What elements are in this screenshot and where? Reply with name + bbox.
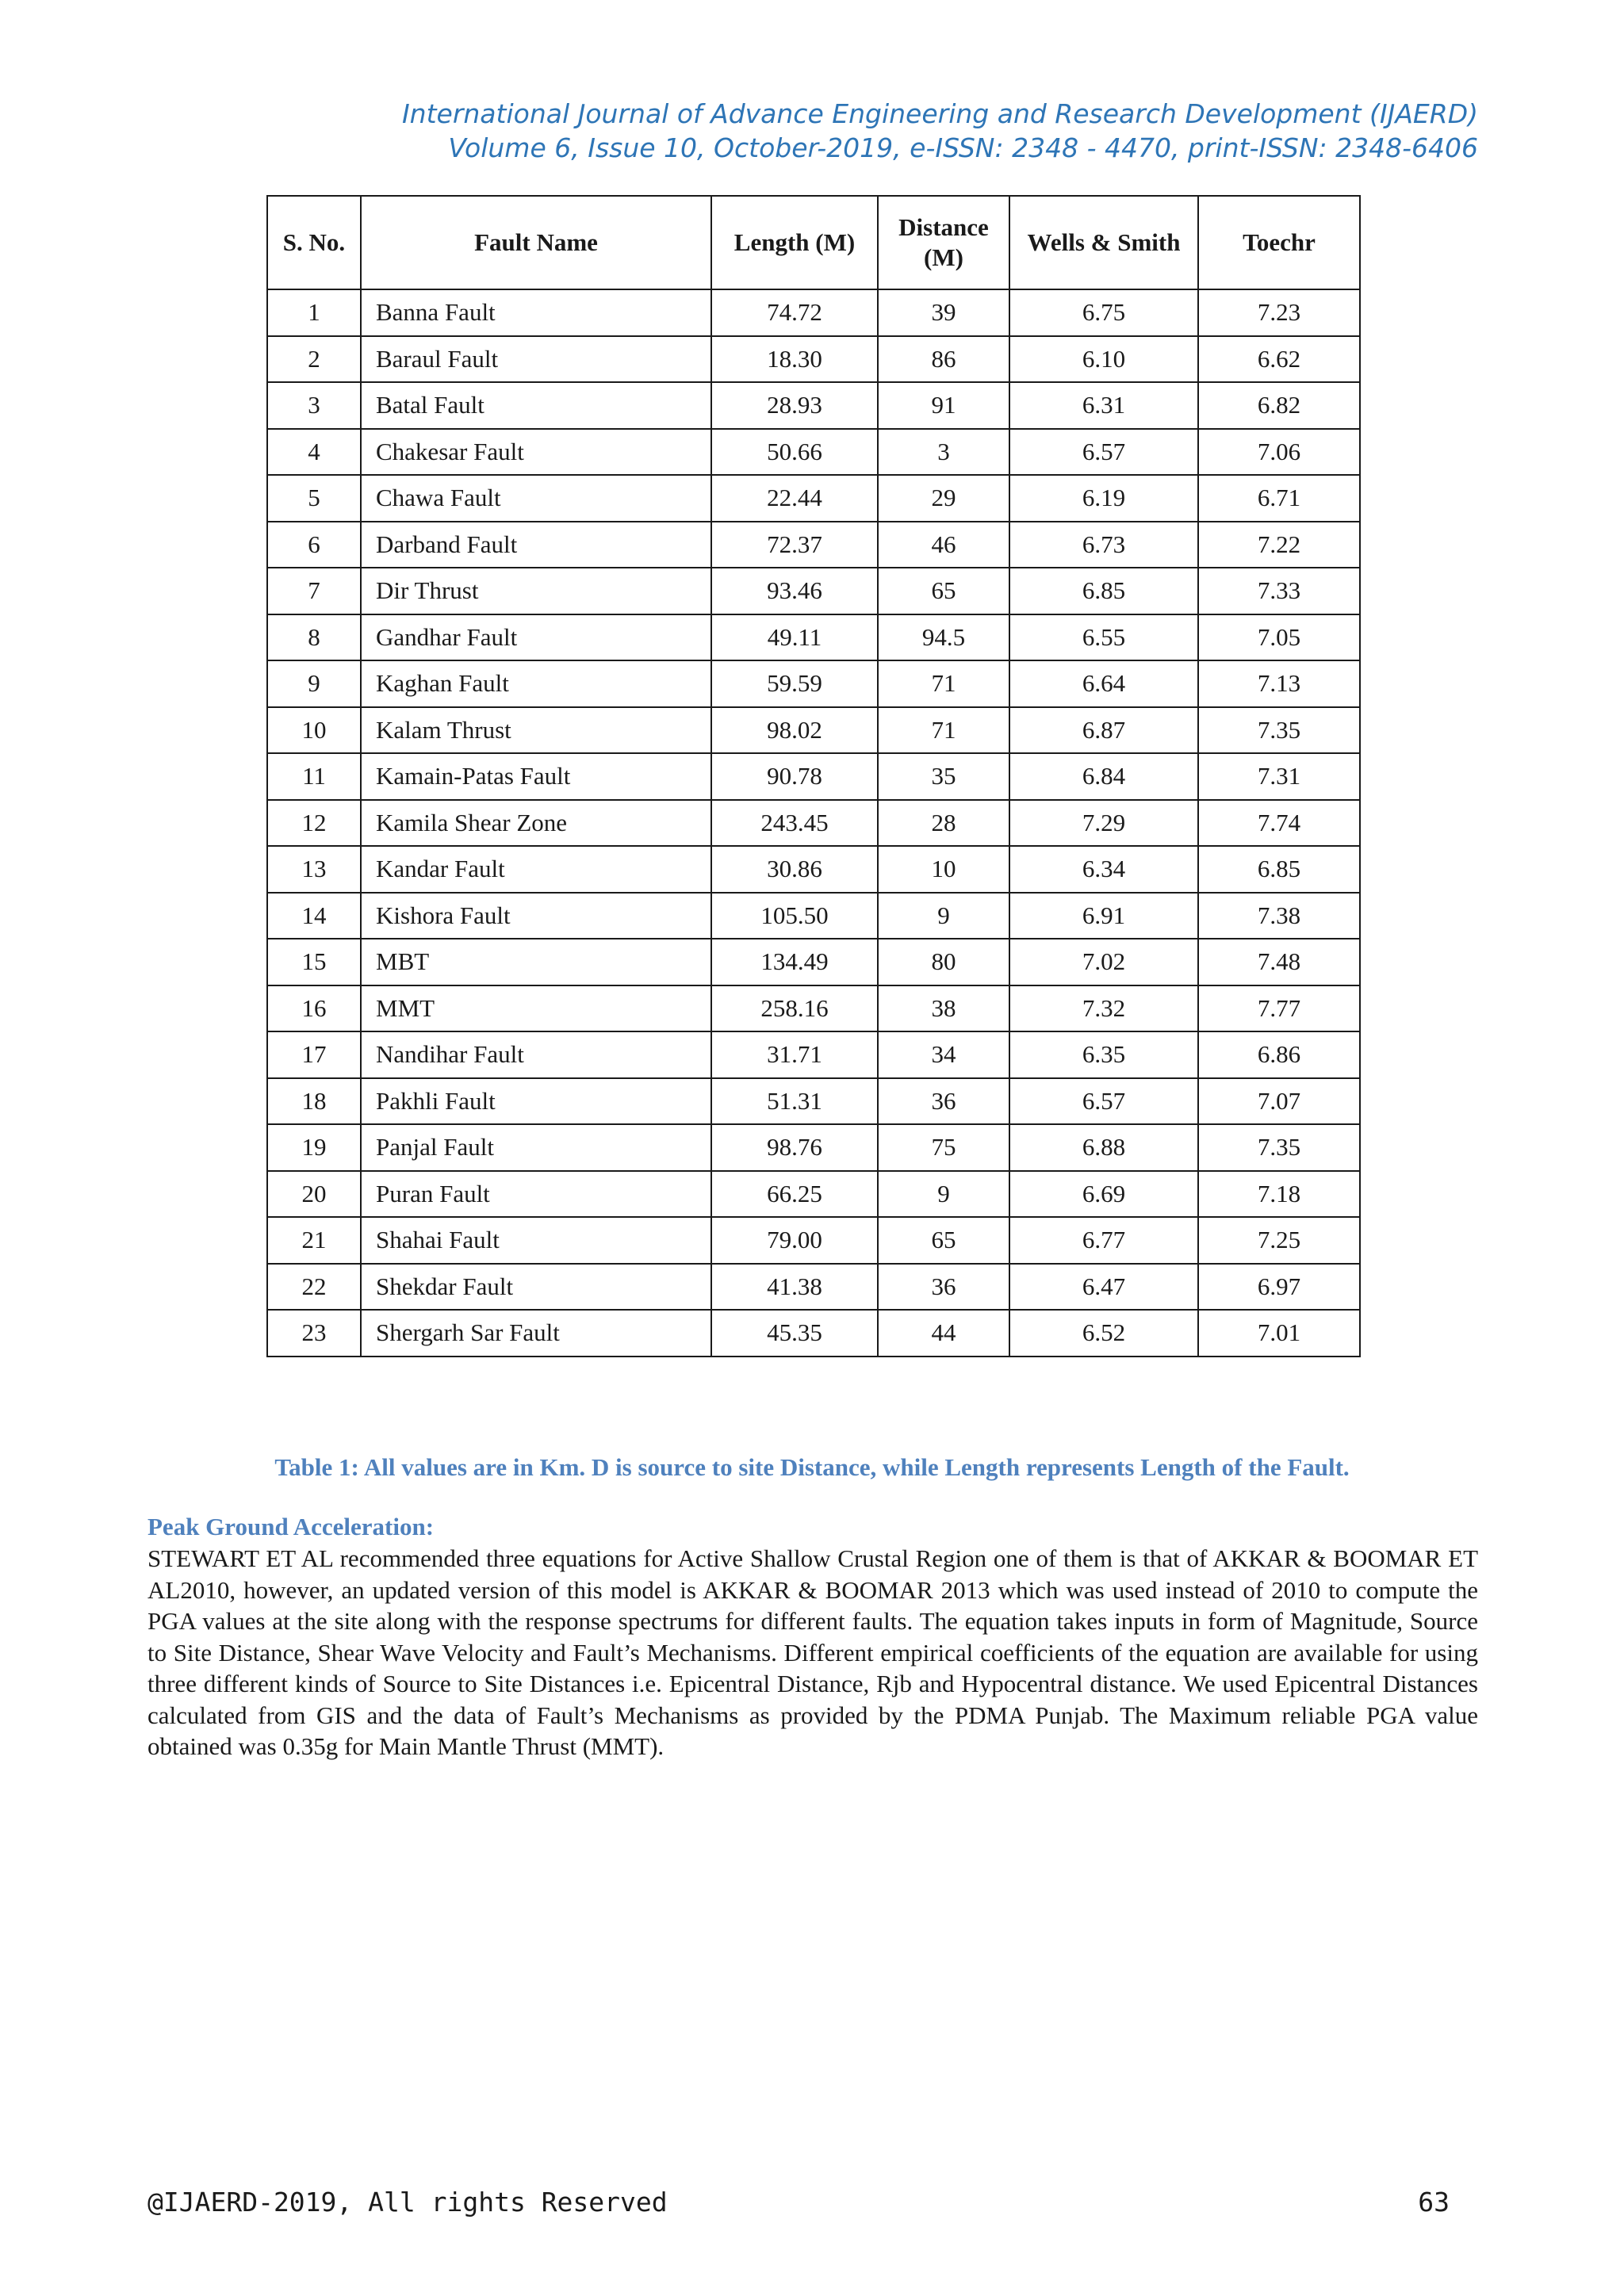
cell-fault-name: Puran Fault <box>361 1171 711 1218</box>
cell-sno: 2 <box>267 336 361 383</box>
cell-distance: 75 <box>878 1124 1009 1171</box>
cell-sno: 12 <box>267 800 361 847</box>
cell-fault-name: Shahai Fault <box>361 1217 711 1264</box>
cell-sno: 1 <box>267 289 361 336</box>
page-number: 63 <box>1418 2187 1450 2218</box>
cell-fault-name: Gandhar Fault <box>361 614 711 661</box>
cell-toechr: 6.71 <box>1198 475 1360 522</box>
cell-length: 74.72 <box>711 289 878 336</box>
table-row <box>267 800 1360 847</box>
cell-toechr: 6.62 <box>1198 336 1360 383</box>
cell-fault-name: Kamila Shear Zone <box>361 800 711 847</box>
cell-fault-name: Shergarh Sar Fault <box>361 1310 711 1357</box>
cell-wells-smith: 6.52 <box>1009 1310 1198 1357</box>
cell-length: 41.38 <box>711 1264 878 1311</box>
cell-toechr: 6.82 <box>1198 382 1360 429</box>
table-row <box>267 568 1360 614</box>
cell-sno: 16 <box>267 985 361 1032</box>
cell-length: 22.44 <box>711 475 878 522</box>
table-row <box>267 1264 1360 1311</box>
body-paragraph: STEWART ET AL recommended three equations for Active Shallow Crustal Region one of them is that of AKKAR & BOOMAR ET AL2010, however, an updated version of this model is AKKAR & BOOMAR 2013 which was used instead of 2010 to compute the PGA values at the site along with the response spectrums for different faults. The equation takes inputs in form of Magnitude, Source to Site Distance, Shear Wave Velocity and Fault’s Mechanisms. Different empirical coefficients of the equation are available for using three different kinds of Source to Site Distances i.e. Epicentral Distance, Rjb and Hypocentral distance. We used Epicentral Distances calculated from GIS and the data of Fault’s Mechanisms as provided by the PDMA Punjab. The Maximum reliable PGA value obtained was 0.35g for Main Mantle Thrust (MMT). <box>147 1544 1478 1760</box>
journal-issue-info: Volume 6, Issue 10, October-2019, e-ISSN: 2348 - 4470, print-ISSN: 2348-6406 <box>448 132 1478 163</box>
cell-distance: 65 <box>878 1217 1009 1264</box>
cell-fault-name: Chawa Fault <box>361 475 711 522</box>
cell-wells-smith: 6.57 <box>1009 429 1198 476</box>
col-header-toechr: Toechr <box>1198 196 1360 289</box>
cell-length: 79.00 <box>711 1217 878 1264</box>
table-row <box>267 660 1360 707</box>
cell-length: 90.78 <box>711 753 878 800</box>
cell-toechr: 7.05 <box>1198 614 1360 661</box>
cell-distance: 34 <box>878 1031 1009 1078</box>
col-header-fault-name: Fault Name <box>361 196 711 289</box>
cell-wells-smith: 6.75 <box>1009 289 1198 336</box>
cell-distance: 94.5 <box>878 614 1009 661</box>
table-header-row <box>267 196 1360 289</box>
cell-wells-smith: 6.31 <box>1009 382 1198 429</box>
cell-fault-name: Banna Fault <box>361 289 711 336</box>
cell-wells-smith: 6.91 <box>1009 893 1198 939</box>
cell-toechr: 7.74 <box>1198 800 1360 847</box>
cell-length: 105.50 <box>711 893 878 939</box>
cell-distance: 35 <box>878 753 1009 800</box>
cell-wells-smith: 6.55 <box>1009 614 1198 661</box>
cell-length: 98.76 <box>711 1124 878 1171</box>
cell-sno: 7 <box>267 568 361 614</box>
cell-distance: 65 <box>878 568 1009 614</box>
cell-sno: 6 <box>267 522 361 568</box>
cell-toechr: 7.25 <box>1198 1217 1360 1264</box>
cell-wells-smith: 6.47 <box>1009 1264 1198 1311</box>
journal-header <box>402 97 1478 165</box>
cell-length: 31.71 <box>711 1031 878 1078</box>
table-row <box>267 1031 1360 1078</box>
cell-distance: 10 <box>878 846 1009 893</box>
cell-distance: 9 <box>878 893 1009 939</box>
cell-sno: 5 <box>267 475 361 522</box>
cell-wells-smith: 7.32 <box>1009 985 1198 1032</box>
table-row <box>267 985 1360 1032</box>
cell-wells-smith: 6.77 <box>1009 1217 1198 1264</box>
cell-length: 59.59 <box>711 660 878 707</box>
cell-wells-smith: 7.29 <box>1009 800 1198 847</box>
col-header-length: Length (M) <box>711 196 878 289</box>
cell-length: 51.31 <box>711 1078 878 1125</box>
cell-fault-name: Baraul Fault <box>361 336 711 383</box>
cell-toechr: 7.06 <box>1198 429 1360 476</box>
cell-length: 45.35 <box>711 1310 878 1357</box>
table-row <box>267 382 1360 429</box>
cell-fault-name: Panjal Fault <box>361 1124 711 1171</box>
cell-sno: 11 <box>267 753 361 800</box>
cell-distance: 3 <box>878 429 1009 476</box>
table-row <box>267 753 1360 800</box>
cell-sno: 23 <box>267 1310 361 1357</box>
cell-toechr: 7.33 <box>1198 568 1360 614</box>
cell-distance: 44 <box>878 1310 1009 1357</box>
cell-sno: 3 <box>267 382 361 429</box>
cell-length: 30.86 <box>711 846 878 893</box>
cell-fault-name: Kaghan Fault <box>361 660 711 707</box>
cell-length: 134.49 <box>711 939 878 985</box>
cell-length: 243.45 <box>711 800 878 847</box>
cell-toechr: 7.35 <box>1198 1124 1360 1171</box>
col-header-distance: Distance (M) <box>878 196 1009 289</box>
cell-wells-smith: 6.87 <box>1009 707 1198 754</box>
cell-distance: 38 <box>878 985 1009 1032</box>
cell-sno: 21 <box>267 1217 361 1264</box>
table-row <box>267 522 1360 568</box>
cell-sno: 20 <box>267 1171 361 1218</box>
table-row <box>267 1217 1360 1264</box>
cell-length: 72.37 <box>711 522 878 568</box>
cell-distance: 39 <box>878 289 1009 336</box>
cell-distance: 9 <box>878 1171 1009 1218</box>
table-row <box>267 289 1360 336</box>
fault-table <box>266 195 1361 1357</box>
cell-toechr: 7.77 <box>1198 985 1360 1032</box>
table-row <box>267 707 1360 754</box>
cell-sno: 10 <box>267 707 361 754</box>
cell-toechr: 6.97 <box>1198 1264 1360 1311</box>
cell-wells-smith: 6.19 <box>1009 475 1198 522</box>
cell-length: 50.66 <box>711 429 878 476</box>
cell-sno: 19 <box>267 1124 361 1171</box>
table-row <box>267 614 1360 661</box>
cell-sno: 14 <box>267 893 361 939</box>
table-row <box>267 475 1360 522</box>
cell-wells-smith: 6.10 <box>1009 336 1198 383</box>
cell-toechr: 7.18 <box>1198 1171 1360 1218</box>
cell-toechr: 7.01 <box>1198 1310 1360 1357</box>
cell-distance: 80 <box>878 939 1009 985</box>
footer-copyright: @IJAERD-2019, All rights Reserved <box>147 2187 668 2218</box>
cell-distance: 36 <box>878 1078 1009 1125</box>
cell-wells-smith: 7.02 <box>1009 939 1198 985</box>
cell-distance: 71 <box>878 707 1009 754</box>
cell-distance: 91 <box>878 382 1009 429</box>
cell-length: 28.93 <box>711 382 878 429</box>
cell-distance: 36 <box>878 1264 1009 1311</box>
table-row <box>267 1078 1360 1125</box>
cell-wells-smith: 6.35 <box>1009 1031 1198 1078</box>
cell-sno: 8 <box>267 614 361 661</box>
cell-length: 98.02 <box>711 707 878 754</box>
cell-toechr: 7.38 <box>1198 893 1360 939</box>
cell-fault-name: Pakhli Fault <box>361 1078 711 1125</box>
cell-fault-name: Batal Fault <box>361 382 711 429</box>
table-row <box>267 939 1360 985</box>
cell-length: 258.16 <box>711 985 878 1032</box>
cell-toechr: 7.31 <box>1198 753 1360 800</box>
cell-sno: 18 <box>267 1078 361 1125</box>
cell-fault-name: MBT <box>361 939 711 985</box>
cell-sno: 9 <box>267 660 361 707</box>
cell-distance: 29 <box>878 475 1009 522</box>
col-header-wells-smith: Wells & Smith <box>1009 196 1198 289</box>
table-body <box>267 289 1360 1357</box>
cell-toechr: 7.23 <box>1198 289 1360 336</box>
cell-toechr: 7.35 <box>1198 707 1360 754</box>
cell-distance: 46 <box>878 522 1009 568</box>
cell-wells-smith: 6.85 <box>1009 568 1198 614</box>
cell-toechr: 7.22 <box>1198 522 1360 568</box>
section-heading: Peak Ground Acceleration: <box>147 1513 435 1540</box>
cell-fault-name: MMT <box>361 985 711 1032</box>
cell-toechr: 7.07 <box>1198 1078 1360 1125</box>
cell-distance: 28 <box>878 800 1009 847</box>
cell-fault-name: Darband Fault <box>361 522 711 568</box>
table-row <box>267 336 1360 383</box>
cell-wells-smith: 6.64 <box>1009 660 1198 707</box>
cell-wells-smith: 6.69 <box>1009 1171 1198 1218</box>
cell-fault-name: Shekdar Fault <box>361 1264 711 1311</box>
cell-fault-name: Chakesar Fault <box>361 429 711 476</box>
cell-sno: 15 <box>267 939 361 985</box>
cell-sno: 22 <box>267 1264 361 1311</box>
cell-distance: 71 <box>878 660 1009 707</box>
table-row <box>267 1310 1360 1357</box>
table-row <box>267 846 1360 893</box>
cell-wells-smith: 6.73 <box>1009 522 1198 568</box>
cell-sno: 17 <box>267 1031 361 1078</box>
cell-wells-smith: 6.84 <box>1009 753 1198 800</box>
cell-wells-smith: 6.34 <box>1009 846 1198 893</box>
cell-fault-name: Kamain-Patas Fault <box>361 753 711 800</box>
table-row <box>267 429 1360 476</box>
cell-length: 93.46 <box>711 568 878 614</box>
cell-length: 66.25 <box>711 1171 878 1218</box>
table-row <box>267 893 1360 939</box>
journal-title: International Journal of Advance Engineering and Research Development (IJAERD) <box>401 98 1478 129</box>
cell-fault-name: Kishora Fault <box>361 893 711 939</box>
cell-sno: 13 <box>267 846 361 893</box>
cell-fault-name: Kandar Fault <box>361 846 711 893</box>
cell-length: 49.11 <box>711 614 878 661</box>
table-caption: Table 1: All values are in Km. D is source to site Distance, while Length represents Length of the Fault. <box>274 1453 1350 1481</box>
cell-toechr: 6.85 <box>1198 846 1360 893</box>
cell-toechr: 7.48 <box>1198 939 1360 985</box>
cell-sno: 4 <box>267 429 361 476</box>
cell-fault-name: Dir Thrust <box>361 568 711 614</box>
cell-wells-smith: 6.88 <box>1009 1124 1198 1171</box>
cell-wells-smith: 6.57 <box>1009 1078 1198 1125</box>
cell-distance: 86 <box>878 336 1009 383</box>
cell-toechr: 7.13 <box>1198 660 1360 707</box>
table-row <box>267 1124 1360 1171</box>
col-header-sno: S. No. <box>267 196 361 289</box>
cell-length: 18.30 <box>711 336 878 383</box>
cell-fault-name: Nandihar Fault <box>361 1031 711 1078</box>
table-row <box>267 1171 1360 1218</box>
cell-toechr: 6.86 <box>1198 1031 1360 1078</box>
cell-fault-name: Kalam Thrust <box>361 707 711 754</box>
